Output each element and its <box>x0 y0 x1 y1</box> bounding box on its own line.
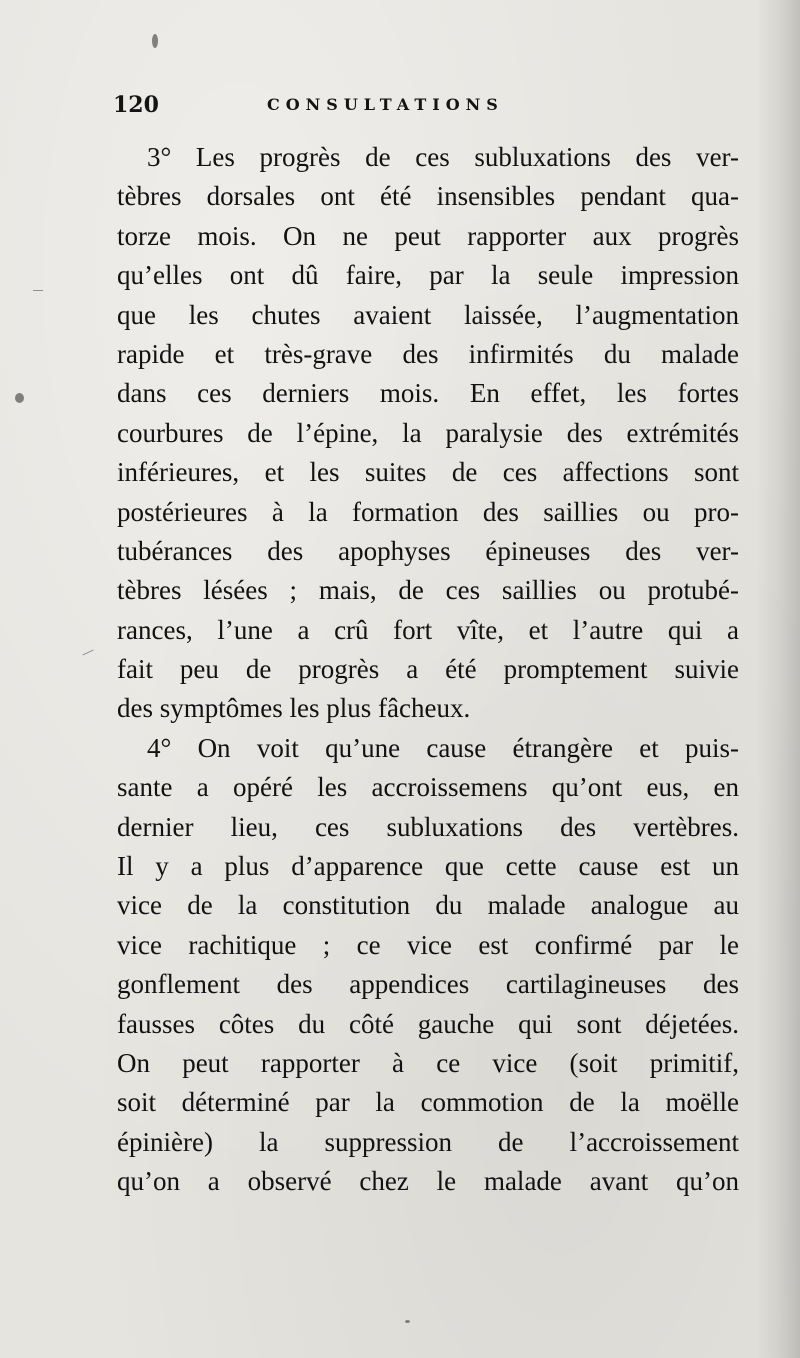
text-line: Il y a plus d’apparence que cette cause est un <box>117 851 739 882</box>
text-line: qu’elles ont dû faire, par la seule impression <box>117 260 739 291</box>
text-line: On peut rapporter à ce vice (soit primitif, <box>117 1047 739 1078</box>
text-line: 4° On voit qu’une cause étrangère et puis- <box>147 732 739 763</box>
text-line: vice de la constitution du malade analogue au <box>117 890 739 921</box>
text-line: des symptômes les plus fâcheux. <box>117 693 471 724</box>
text-line: épinière) la suppression de l’accroissement <box>117 1126 739 1157</box>
text-line: dans ces derniers mois. En effet, les fortes <box>117 378 739 409</box>
page-number: 120 <box>113 92 159 118</box>
text-line: inférieures, et les suites de ces affections sont <box>117 457 739 488</box>
ink-spot <box>405 1320 410 1323</box>
text-line: gonflement des appendices cartilagineuses des <box>117 969 739 1000</box>
margin-mark <box>82 650 93 656</box>
ink-spot <box>152 34 158 48</box>
paragraph-4 <box>117 729 739 1202</box>
text-line: postérieures à la formation des saillies ou pro- <box>117 496 739 527</box>
text-line: fausses côtes du côté gauche qui sont déjetées. <box>117 1008 739 1039</box>
text-line: vice rachitique ; ce vice est confirmé par le <box>117 929 739 960</box>
text-line: tèbres lésées ; mais, de ces saillies ou protubé- <box>117 575 739 606</box>
text-line: tèbres dorsales ont été insensibles pendant qua- <box>117 181 739 212</box>
text-line: courbures de l’épine, la paralysie des extrémités <box>117 417 739 448</box>
text-line: fait peu de progrès a été promptement suivie <box>117 654 739 685</box>
text-line: tubérances des apophyses épineuses des ver- <box>117 535 739 566</box>
margin-mark <box>33 290 43 291</box>
text-line: que les chutes avaient laissée, l’augmentation <box>117 299 739 330</box>
text-line: dernier lieu, ces subluxations des vertèbres. <box>117 811 739 842</box>
text-line: 3° Les progrès de ces subluxations des ver- <box>147 142 739 172</box>
text-line: rances, l’une a crû fort vîte, et l’autre qui a <box>117 614 739 645</box>
running-head: CONSULTATIONS <box>267 95 504 114</box>
paragraph-3 <box>117 138 739 729</box>
ink-spot <box>15 393 24 403</box>
page-header <box>113 92 583 126</box>
body-text <box>117 138 739 1202</box>
page-edge-shadow <box>756 0 800 1358</box>
text-line: torze mois. On ne peut rapporter aux progrès <box>117 220 739 251</box>
text-line: soit déterminé par la commotion de la moëlle <box>117 1087 739 1118</box>
text-line: sante a opéré les accroissemens qu’ont eus, en <box>117 772 739 803</box>
text-line: qu’on a observé chez le malade avant qu’on <box>117 1166 739 1197</box>
text-line: rapide et très-grave des infirmités du malade <box>117 338 739 369</box>
